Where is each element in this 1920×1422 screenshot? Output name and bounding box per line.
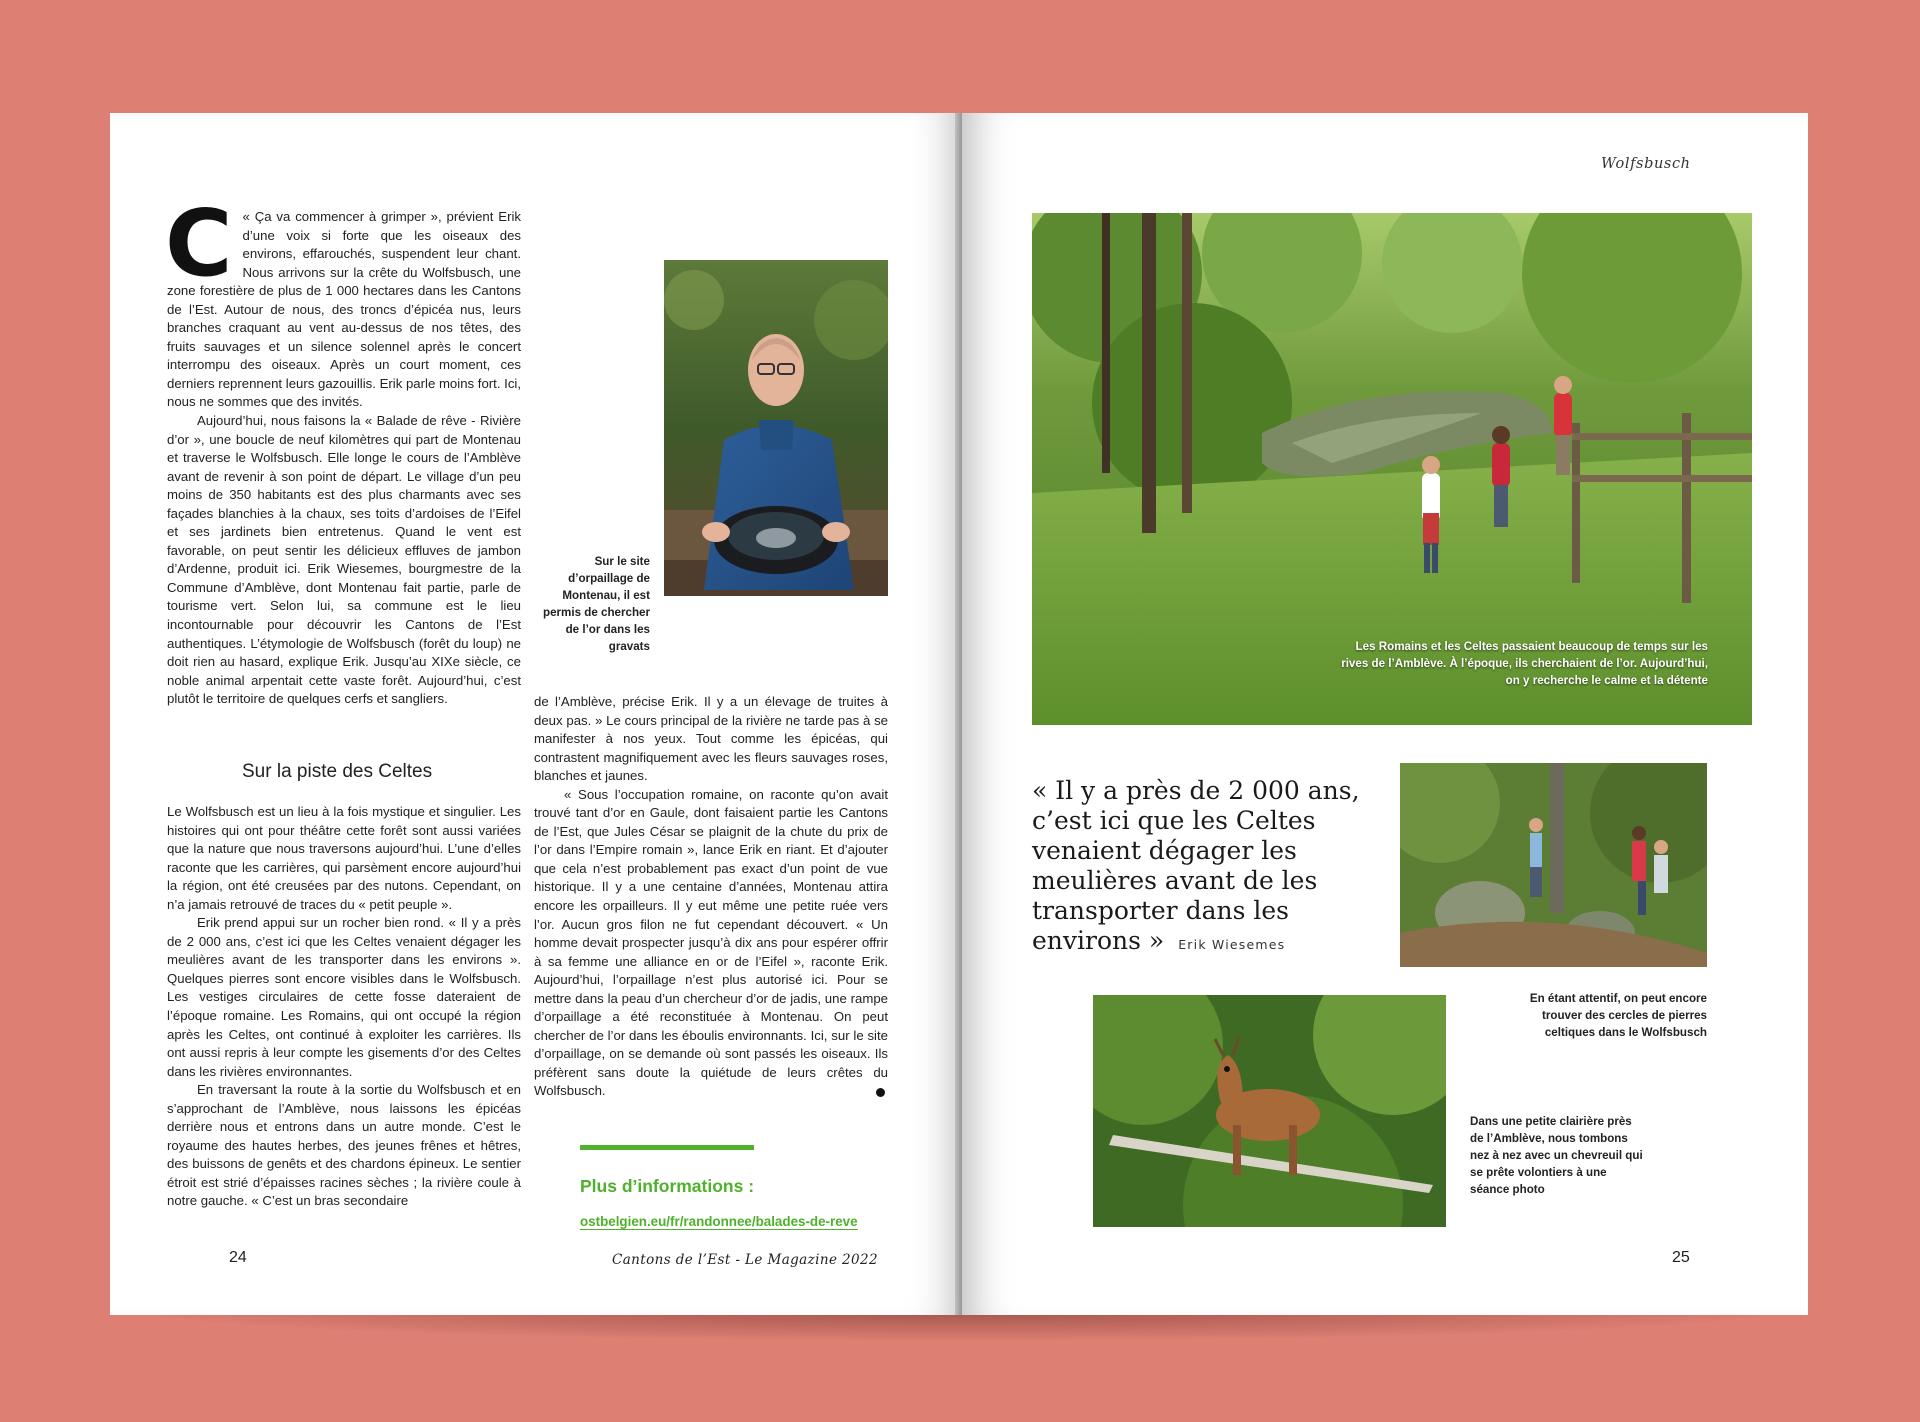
paragraph: Le Wolfsbusch est un lieu à la fois mystique et singulier. Les histoires qui ont pour théâtre cette forêt sont aussi variées que la nature que nous traversons aujourd’hui. L’une d’elles raconte que les carrières, qui parsèment encore aujourd’hui la région, ont été creusées par des nutons. Cependant, on n’a jamais retrouvé de traces du « petit peuple ». [167, 804, 521, 912]
subheading: Sur la piste des Celtes [242, 761, 433, 782]
column-1-bottom [167, 803, 521, 1211]
deer-caption: Dans une petite clairière près de l’Amblève, nous tombons nez à nez avec un chevreuil qui se prête volontiers à une séance photo [1470, 1115, 1643, 1196]
paragraph: Aujourd’hui, nous faisons la « Balade de rêve - Rivière d’or », une boucle de neuf kilomètres qui part de Montenau et traverse le Wolfsbusch. Elle longe le cours de l’Amblève avant de revenir à son point de départ. Le village d’un peu moins de 350 habitants est des plus charmants avec ses façades blanchies à la chaux, ses toits d’ardoises de l’Eifel et ses jardinets bien entretenus. Quand le vent est favorable, on peut sentir les délicieux effluves de jambon d’Ardenne, produit ici. Erik Wiesemes, bourgmestre de la Commune d’Amblève, dont Montenau fait partie, parle de tourisme vert. Selon lui, sa commune est le lieu incontournable pour découvrir les Cantons de l’Est authentiques. L’étymologie de Wolfsbusch (forêt du loup) ne doit rien au hasard, explique Erik. Jusqu’au XIXe siècle, ce noble animal arpentait cette vaste forêt. Aujourd’hui, c’est plutôt le territoire de quelques cerfs et sangliers. [167, 413, 521, 707]
column-1-top [165, 190, 522, 709]
column-2 [534, 693, 888, 1101]
quote-author: Erik Wiesemes [1178, 937, 1286, 952]
stone-circle-caption: En étant attentif, on peut encore trouver des cercles de pierres celtiques dans le Wolfsbusch [1529, 992, 1707, 1039]
gold-panner-caption: Sur le site d’orpaillage de Montenau, il est permis de chercher de l’or dans les gravats [543, 555, 650, 653]
right-page [962, 113, 1808, 1315]
info-rule [580, 1145, 754, 1150]
river-photo-caption: Les Romains et les Celtes passaient beaucoup de temps sur les rives de l’Amblève. À l’époque, ils cherchaient de l’or. Aujourd’hui, on y recherche le calme et la détente [1341, 640, 1708, 687]
pull-quote [1032, 776, 1372, 960]
info-title: Plus d’informations : [580, 1176, 755, 1196]
quote-text: « Il y a près de 2 000 ans, c’est ici que les Celtes venaient dégager les meulières avant de les transporter dans les environs » [1032, 776, 1360, 955]
river-hikers-photo [1032, 213, 1752, 725]
magazine-footer: Cantons de l’Est - Le Magazine 2022 [612, 1252, 878, 1268]
deer-photo [1093, 995, 1446, 1227]
end-mark [876, 1088, 885, 1097]
left-page [110, 113, 962, 1315]
running-head: Wolfsbusch [1601, 156, 1691, 172]
paragraph: Erik prend appui sur un rocher bien rond. « Il y a près de 2 000 ans, c’est ici que les Celtes venaient dégager les meulières avant de les transporter dans les environs ». Quelques pierres sont encore visibles dans le Wolfsbusch. Les vestiges circulaires de cette fosse dateraient de l’époque romaine. Les Romains, qui ont occupé la région après les Celtes, ont continué à exploiter les carrières. Ils ont aussi repris à leur compte les gisements d’or des Celtes dans les rivières environnantes. [167, 915, 521, 1079]
info-link[interactable]: ostbelgien.eu/fr/randonnee/balades-de-reve [580, 1214, 858, 1229]
stone-circle-photo [1400, 763, 1707, 967]
drop-cap: C [165, 190, 233, 297]
page-number: 25 [1672, 1249, 1690, 1266]
paragraph: En traversant la route à la sortie du Wolfsbusch et en s’approchant de l’Amblève, nous laissons les épicéas derrière nous et entrons dans un autre monde. C’est le royaume des hautes herbes, des jeunes frênes et hêtres, des buissons de genêts et des chardons épineux. Le sentier étroit est strié d’épaisses racines sèches ; la rivière coule à notre gauche. « C’est un bras secondaire [167, 1082, 521, 1209]
gold-panner-photo [664, 260, 888, 596]
paragraph: « Sous l’occupation romaine, on raconte qu’on avait trouvé tant d’or en Gaule, dont faisaient partie les Cantons de l’Est, que Jules César se plaignit de la chute du prix de l’or dans l’Empire romain », lance Erik en riant. Et d’ajouter que cela n’est probablement pas exact d’un point de vue historique. Il y a une centaine d’années, Montenau attira encore les orpailleurs. Il y eut même une petite ruée vers l’or. Aucun gros filon ne fut cependant découvert. « Un homme devait prospecter jusqu’à dix ans pour espérer offrir à sa femme une alliance en or de l’Eifel », raconte Erik. Aujourd’hui, l’orpaillage n’est plus autorisé ici. Pour se mettre dans la peau d’un chercheur d’or de jadis, une rampe d’orpaillage a été reconstituée à Montenau. On peut chercher de l’or dans les éboulis environnants. Ici, sur le site d’orpaillage, on se demande où sont passés les oiseaux. Ils préfèrent sans doute la quiétude de leurs crêtes du Wolfsbusch. [534, 786, 888, 1099]
paragraph: de l’Amblève, précise Erik. Il y a un élevage de truites à deux pas. » Le cours principal de la rivière ne tarde pas à se manifester à nos yeux. Tout comme les épicéas, qui contrastent magnifiquement avec les fleurs sauvages roses, blanches et jaunes. [534, 694, 888, 784]
paragraph: « Ça va commencer à grimper », prévient Erik d’une voix si forte que les oiseaux des environs, effarouchés, suspendent leur chant. Nous arrivons sur la crête du Wolfsbusch, une zone forestière de plus de 1 000 hectares dans les Cantons de l’Est. Autour de nous, des troncs d’épicéa nus, leurs branches craquant au vent au-dessus de nos têtes, des fruits sauvages et un silence solennel après le concert interrompu des oiseaux. Après un court moment, ces derniers reprennent leurs gazouillis. Erik parle moins fort. Ici, nous ne sommes que des invités. [167, 209, 522, 410]
page-number: 24 [229, 1249, 247, 1266]
